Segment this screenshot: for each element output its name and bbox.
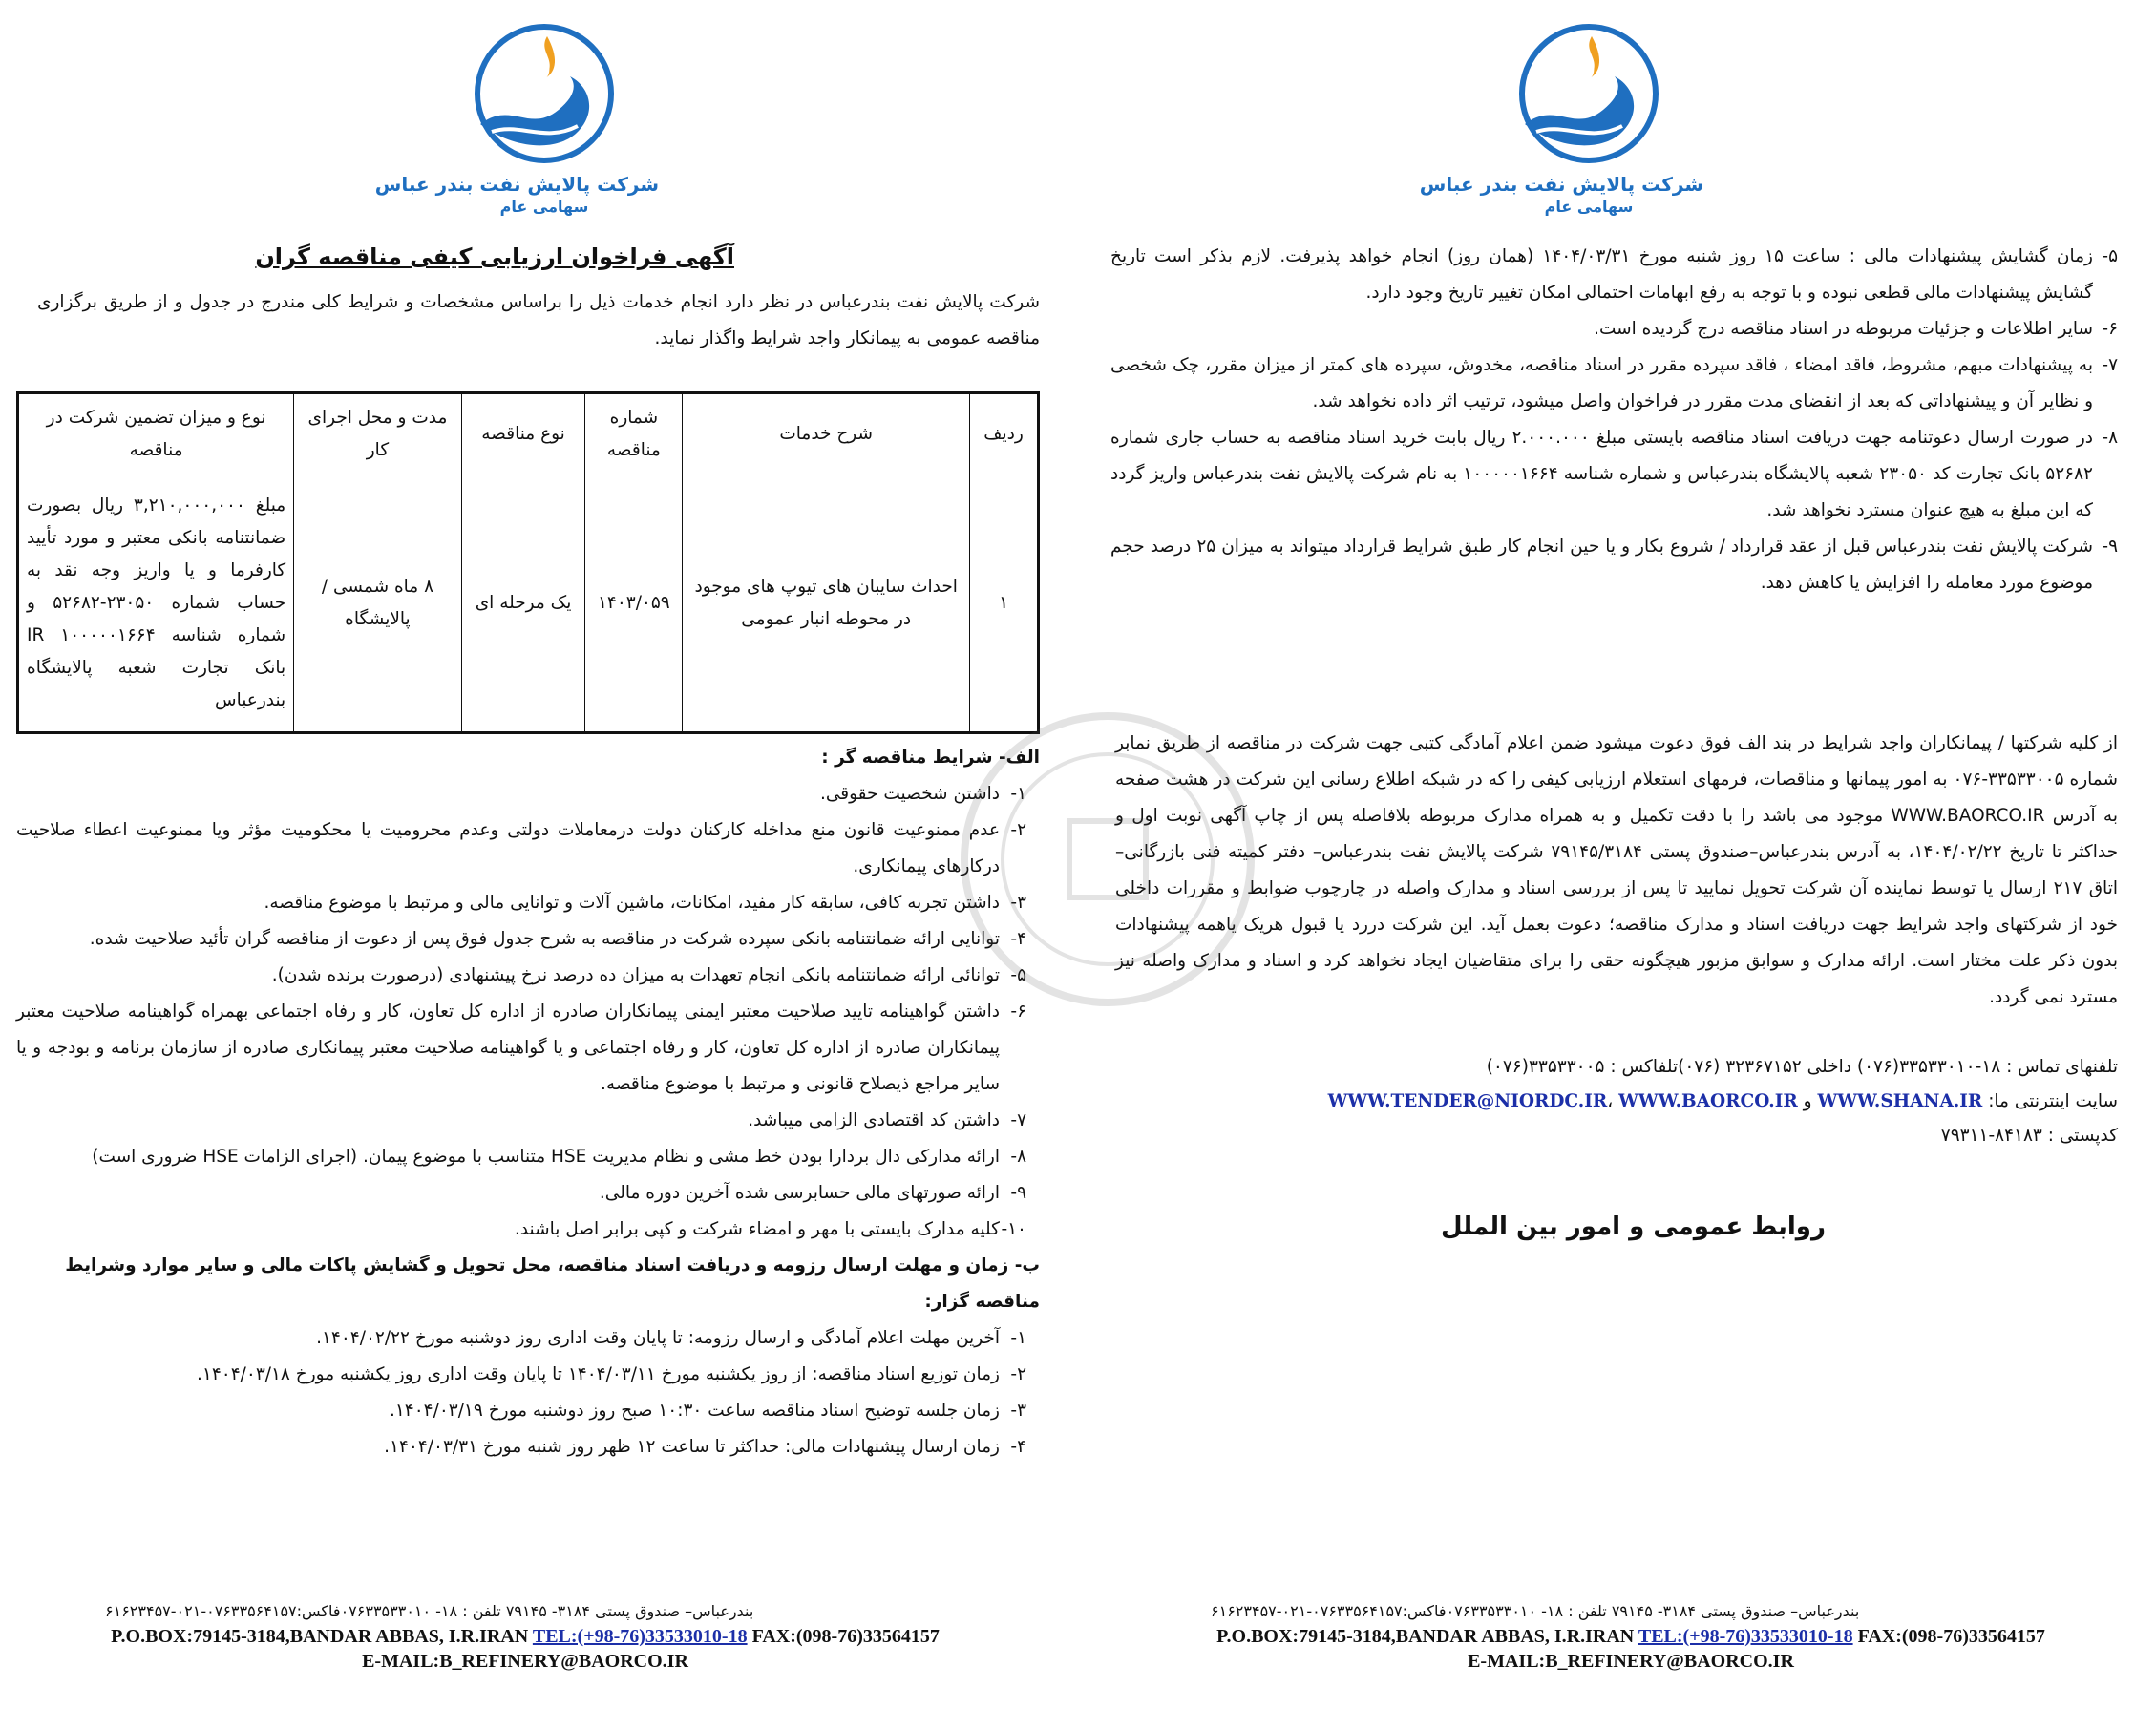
list-item: ۱- آخرین مهلت اعلام آمادگی و ارسال رزومه: تا پایان وقت اداری روز دوشنبه مورخ ۱۴۰۴/۰۲/۲۲.	[316, 1328, 1026, 1348]
contact-info	[1115, 1050, 2118, 1153]
footer-address-en: P.O.BOX:79145-3184,BANDAR ABBAS, I.R.IRAN TEL:(+98-76)33533010-18 FAX:(098-76)33564157	[1216, 1626, 2045, 1647]
footer-email: E-MAIL:B_REFINERY@BAORCO.IR	[1468, 1651, 1794, 1672]
list-item: ۹- ارائه صورتهای مالی حسابرسی شده آخرین دوره مالی.	[599, 1183, 1026, 1203]
conditions-sections	[16, 740, 1040, 1466]
section-a-heading: الف- شرایط مناقصه گر :	[821, 748, 1040, 768]
company-logo	[374, 19, 659, 229]
col-radif: ردیف	[970, 393, 1039, 475]
col-tender-number: شماره مناقصه	[585, 393, 683, 475]
page-footer	[19, 1599, 1031, 1674]
company-name: شرکت پالایش نفت بندر عباس	[374, 173, 659, 196]
list-item: ۶- داشتن گواهینامه تایید صلاحیت معتبر ایمنی پیمانکاران صادره از اداره کل تعاون، کار و رفاه اجتماعی بهمراه گواهینامه صلاحیت معتبر پیمانکاران صادره از اداره کل تعاون، کار و رفاه اجتماعی و یا گواهینامه صلاحیت معتبر پیمانکاری صادره از سازمان برنامه و بودجه و یا سایر مراجع ذیصلاح قانونی و مرتبط با موضوع مناقصه.	[16, 1002, 1026, 1094]
condition-item: ۷- به پیشنهادات مبهم، مشروط، فاقد امضاء ، فاقد سپرده مقرر در اسناد مناقصه، مخدوش، سپرده های کمتر از میزان مقرر، چک شخصی و نظایر آن و پیشنهاداتی که بعد از انقضای مدت مقرر در فراخوان واصل میشود، ترتیب اثر داده نخواهد شد.	[1110, 355, 2118, 411]
list-item: ۳- زمان جلسه توضیح اسناد مناقصه ساعت ۱۰:۳۰ صبح روز دوشنبه مورخ ۱۴۰۴/۰۳/۱۹.	[389, 1401, 1026, 1421]
col-tender-type: نوع مناقصه	[461, 393, 585, 475]
footer-address-fa: بندرعباس– صندوق پستی ۳۱۸۴- ۷۹۱۴۵ تلفن : ۱۸- ۰۷۶۳۳۵۳۳۰۱۰فاکس:۰۷۶۳۳۵۶۴۱۵۷-۰۲۱-۶۱۶۲۳۴۵۷	[1211, 1602, 1860, 1620]
list-item: ۴- توانایی ارائه ضمانتنامه بانکی سپرده شرکت در مناقصه به شرح جدول فوق پس از دعوت از مناقصه گران تأئید صلاحیت شده.	[89, 929, 1026, 949]
list-item: ۲- زمان توزیع اسناد مناقصه: از روز یکشنبه مورخ ۱۴۰۴/۰۳/۱۱ تا پایان وقت اداری روز یکشنبه مورخ ۱۴۰۴/۰۳/۱۸.	[197, 1364, 1026, 1384]
footer-tel-link[interactable]: TEL:(+98-76)33533010-18	[1638, 1626, 1853, 1647]
page-footer	[1125, 1599, 2137, 1674]
company-type: سهامی عام	[499, 198, 589, 216]
link-baorco[interactable]: WWW.BAORCO.IR	[1618, 1091, 1798, 1111]
table-header-row	[18, 393, 1039, 475]
list-item: ۷- داشتن کد اقتصادی الزامی میباشد.	[748, 1110, 1026, 1130]
list-item: ۵- توانائی ارائه ضمانتنامه بانکی انجام تعهدات به میزان ده درصد نرخ پیشنهادی (درصورت برنده شدن).	[271, 965, 1026, 985]
section-b-heading: ب- زمان و مهلت ارسال رزومه و دریافت اسناد مناقصه، محل تحویل و گشایش پاکات مالی و سایر موارد وشرایط مناقصه گزار:	[65, 1255, 1040, 1312]
ad-intro: شرکت پالایش نفت بندرعباس در نظر دارد انجام خدمات ذیل را براساس مشخصات و شرایط کلی مندرج در جدول و از طریق برگزاری مناقصه عمومی به پیمانکار واجد شرایط واگذار نماید.	[37, 292, 1040, 348]
link-shana[interactable]: WWW.SHANA.IR	[1817, 1091, 1983, 1111]
invitation-paragraph: از کلیه شرکتها / پیمانکاران واجد شرایط در بند الف فوق دعوت میشود ضمن اعلام آمادگی کتبی جهت شرکت در مناقصه از طریق نمابر شماره ۳۳۵۳۳۰۰۵-۰۷۶ به امور پیمانها و مناقصات، فرمهای استعلام ارزیابی کیفی را که در شبکه اطلاع رسانی این شرکت در هشت صفحه به آدرس WWW.BAORCO.IR موجود می باشد را با دقت تکمیل و به همراه مدارک مربوطه بلافاصله پس از چاپ آگهی نوبت اول و حداکثر تا تاریخ ۱۴۰۴/۰۲/۲۲، به آدرس بندرعباس–صندوق پستی ۷۹۱۴۵/۳۱۸۴ شرکت پالایش نفت بندرعباس– دفتر کمیته فنی بازرگانی– اتاق ۲۱۷ ارسال یا توسط نماینده آن شرکت تحویل نمایید تا پس از بررسی اسناد و مدارک واصله در چارچوب ضوابط و مقررات داخلی خود از شرکتهای واجد شرایط جهت دریافت اسناد و مدارک مناقصه؛ دعوت بعمل آید. این شرکت دررد یا قبول هریک یاهمه پیشنهادات بدون ذکر علت مختار است. ارائه مدارک و سوابق مزبور هیچگونه حقی را برای متقاضیان ایجاد نخواهد کرد و اسناد و مدارک واصله نیز مسترد نمی گردد.	[1115, 733, 2119, 1007]
contact-phones: تلفنهای تماس : ۱۸-۳۳۵۳۳۰۱۰(۰۷۶) داخلی ۳۲۳۶۷۱۵۲ (۰۷۶)تلفاکس : ۳۳۵۳۳۰۰۵(۰۷۶)	[1486, 1057, 2118, 1077]
ad-title: آگهی فراخوان ارزیابی کیفی مناقصه گران	[255, 243, 734, 270]
list-item: ۱- داشتن شخصیت حقوقی.	[819, 784, 1026, 804]
public-relations-signature: روابط عمومی و امور بین الملل	[1441, 1213, 1826, 1241]
list-item: ۸- ارائه مدارکی دال بردارا بودن خط مشی و نظام مدیریت HSE متناسب با موضوع پیمان. (اجرای الزامات HSE ضروری است)	[92, 1147, 1026, 1167]
company-name: شرکت پالایش نفت بندر عباس	[1419, 173, 1703, 196]
tender-table	[16, 391, 1040, 734]
condition-item: ۹- شرکت پالایش نفت بندرعباس قبل از عقد قرارداد / شروع بکار و یا حین انجام کار طبق شرایط قرارداد میتواند به میزان ۲۵ درصد حجم موضوع مورد معامله را افزایش یا کاهش دهد.	[1110, 537, 2118, 593]
link-tender-niordc[interactable]: WWW.TENDER@NIORDC.IR	[1327, 1091, 1608, 1111]
condition-item: ۶- سایر اطلاعات و جزئیات مربوطه در اسناد مناقصه درج گردیده است.	[1594, 319, 2118, 339]
condition-item: ۸- در صورت ارسال دعوتنامه جهت دریافت اسناد مناقصه بایستی مبلغ ۲.۰۰۰.۰۰۰ ریال بابت خرید اسناد مناقصه به حساب جاری شماره ۵۲۶۸۲ بانک تجارت کد ۲۳۰۵۰ شعبه پالایشگاه بندرعباس و شماره شناسه ۱۰۰۰۰۰۱۶۶۴ به نام شرکت پالایش نفت بندرعباس واریز گردد که این مبلغ به هیچ عنوان مسترد نخواهد شد.	[1110, 428, 2118, 520]
company-logo	[1419, 19, 1703, 229]
page-right	[1078, 0, 2156, 1730]
list-item: ۴- زمان ارسال پیشنهادات مالی: حداکثر تا ساعت ۱۲ ظهر روز شنبه مورخ ۱۴۰۴/۰۳/۳۱.	[384, 1437, 1026, 1457]
refinery-logo-icon	[1508, 19, 1670, 172]
list-item: ۲- عدم ممنوعیت قانون منع مداخله کارکنان دولت درمعاملات دولتی وعدم محرومیت یا محکومیت مؤثر ویا ممنوعیت اعطاء صلاحیت درکارهای پیمانکاری.	[16, 820, 1026, 876]
list-item: ۳- داشتن تجربه کافی، سابقه کار مفید، امکانات، ماشین آلات و توانایی مالی و مرتبط با موضوع مناقصه.	[264, 893, 1026, 913]
postal-code: کدپستی : ۸۴۱۸۳-۷۹۳۱۱	[1940, 1126, 2118, 1146]
company-type: سهامی عام	[1544, 198, 1634, 216]
footer-address-fa: بندرعباس– صندوق پستی ۳۱۸۴- ۷۹۱۴۵ تلفن : ۱۸- ۰۷۶۳۳۵۳۳۰۱۰فاکس:۰۷۶۳۳۵۶۴۱۵۷-۰۲۱-۶۱۶۲۳۴۵۷	[105, 1602, 754, 1620]
contact-websites: سایت اینترنتی ما: WWW.SHANA.IR و WWW.TENDER@NIORDC.IR، WWW.BAORCO.IR	[1327, 1091, 2118, 1111]
list-item: ۱۰- کلیه مدارک بایستی با مهر و امضاء شرکت و کپی برابر اصل باشند.	[514, 1219, 1026, 1239]
col-guarantee: نوع و میزان تضمین شرکت در مناقصه	[18, 393, 294, 475]
col-duration-location: مدت و محل اجرای کار	[294, 393, 462, 475]
col-service-description: شرح خدمات	[683, 393, 970, 475]
footer-tel-link[interactable]: TEL:(+98-76)33533010-18	[532, 1626, 748, 1647]
footer-address-en: P.O.BOX:79145-3184,BANDAR ABBAS, I.R.IRAN TEL:(+98-76)33533010-18 FAX:(098-76)33564157	[111, 1626, 940, 1647]
footer-email: E-MAIL:B_REFINERY@BAORCO.IR	[362, 1651, 688, 1672]
conditions-list	[1110, 239, 2118, 601]
refinery-logo-icon	[463, 19, 625, 172]
condition-item: ۵- زمان گشایش پیشنهادات مالی : ساعت ۱۵ روز شنبه مورخ ۱۴۰۴/۰۳/۳۱ (همان روز) انجام خواهد پذیرفت. لازم بذکر است تاریخ گشایش پیشنهادات مالی قطعی نبوده و با توجه به رفع ابهامات احتمالی امکان تغییر تاریخ وجود دارد.	[1110, 246, 2118, 303]
table-row: ۱ احداث سایبان های تیوپ های موجود در محوطه انبار عمومی ۱۴۰۳/۰۵۹ یک مرحله ای ۸ ماه شمسی / پالایشگاه مبلغ ۳,۲۱۰,۰۰۰,۰۰۰ ریال بصورت ضمانتنامه بانکی معتبر و مورد تأیید کارفرما و یا واریز وجه نقد به حساب شماره ۲۳۰۵۰-۵۲۶۸۲ و شماره شناسه ۱۰۰۰۰۰۱۶۶۴ IR بانک تجارت شعبه پالایشگاه بندرعباس	[18, 475, 1039, 733]
